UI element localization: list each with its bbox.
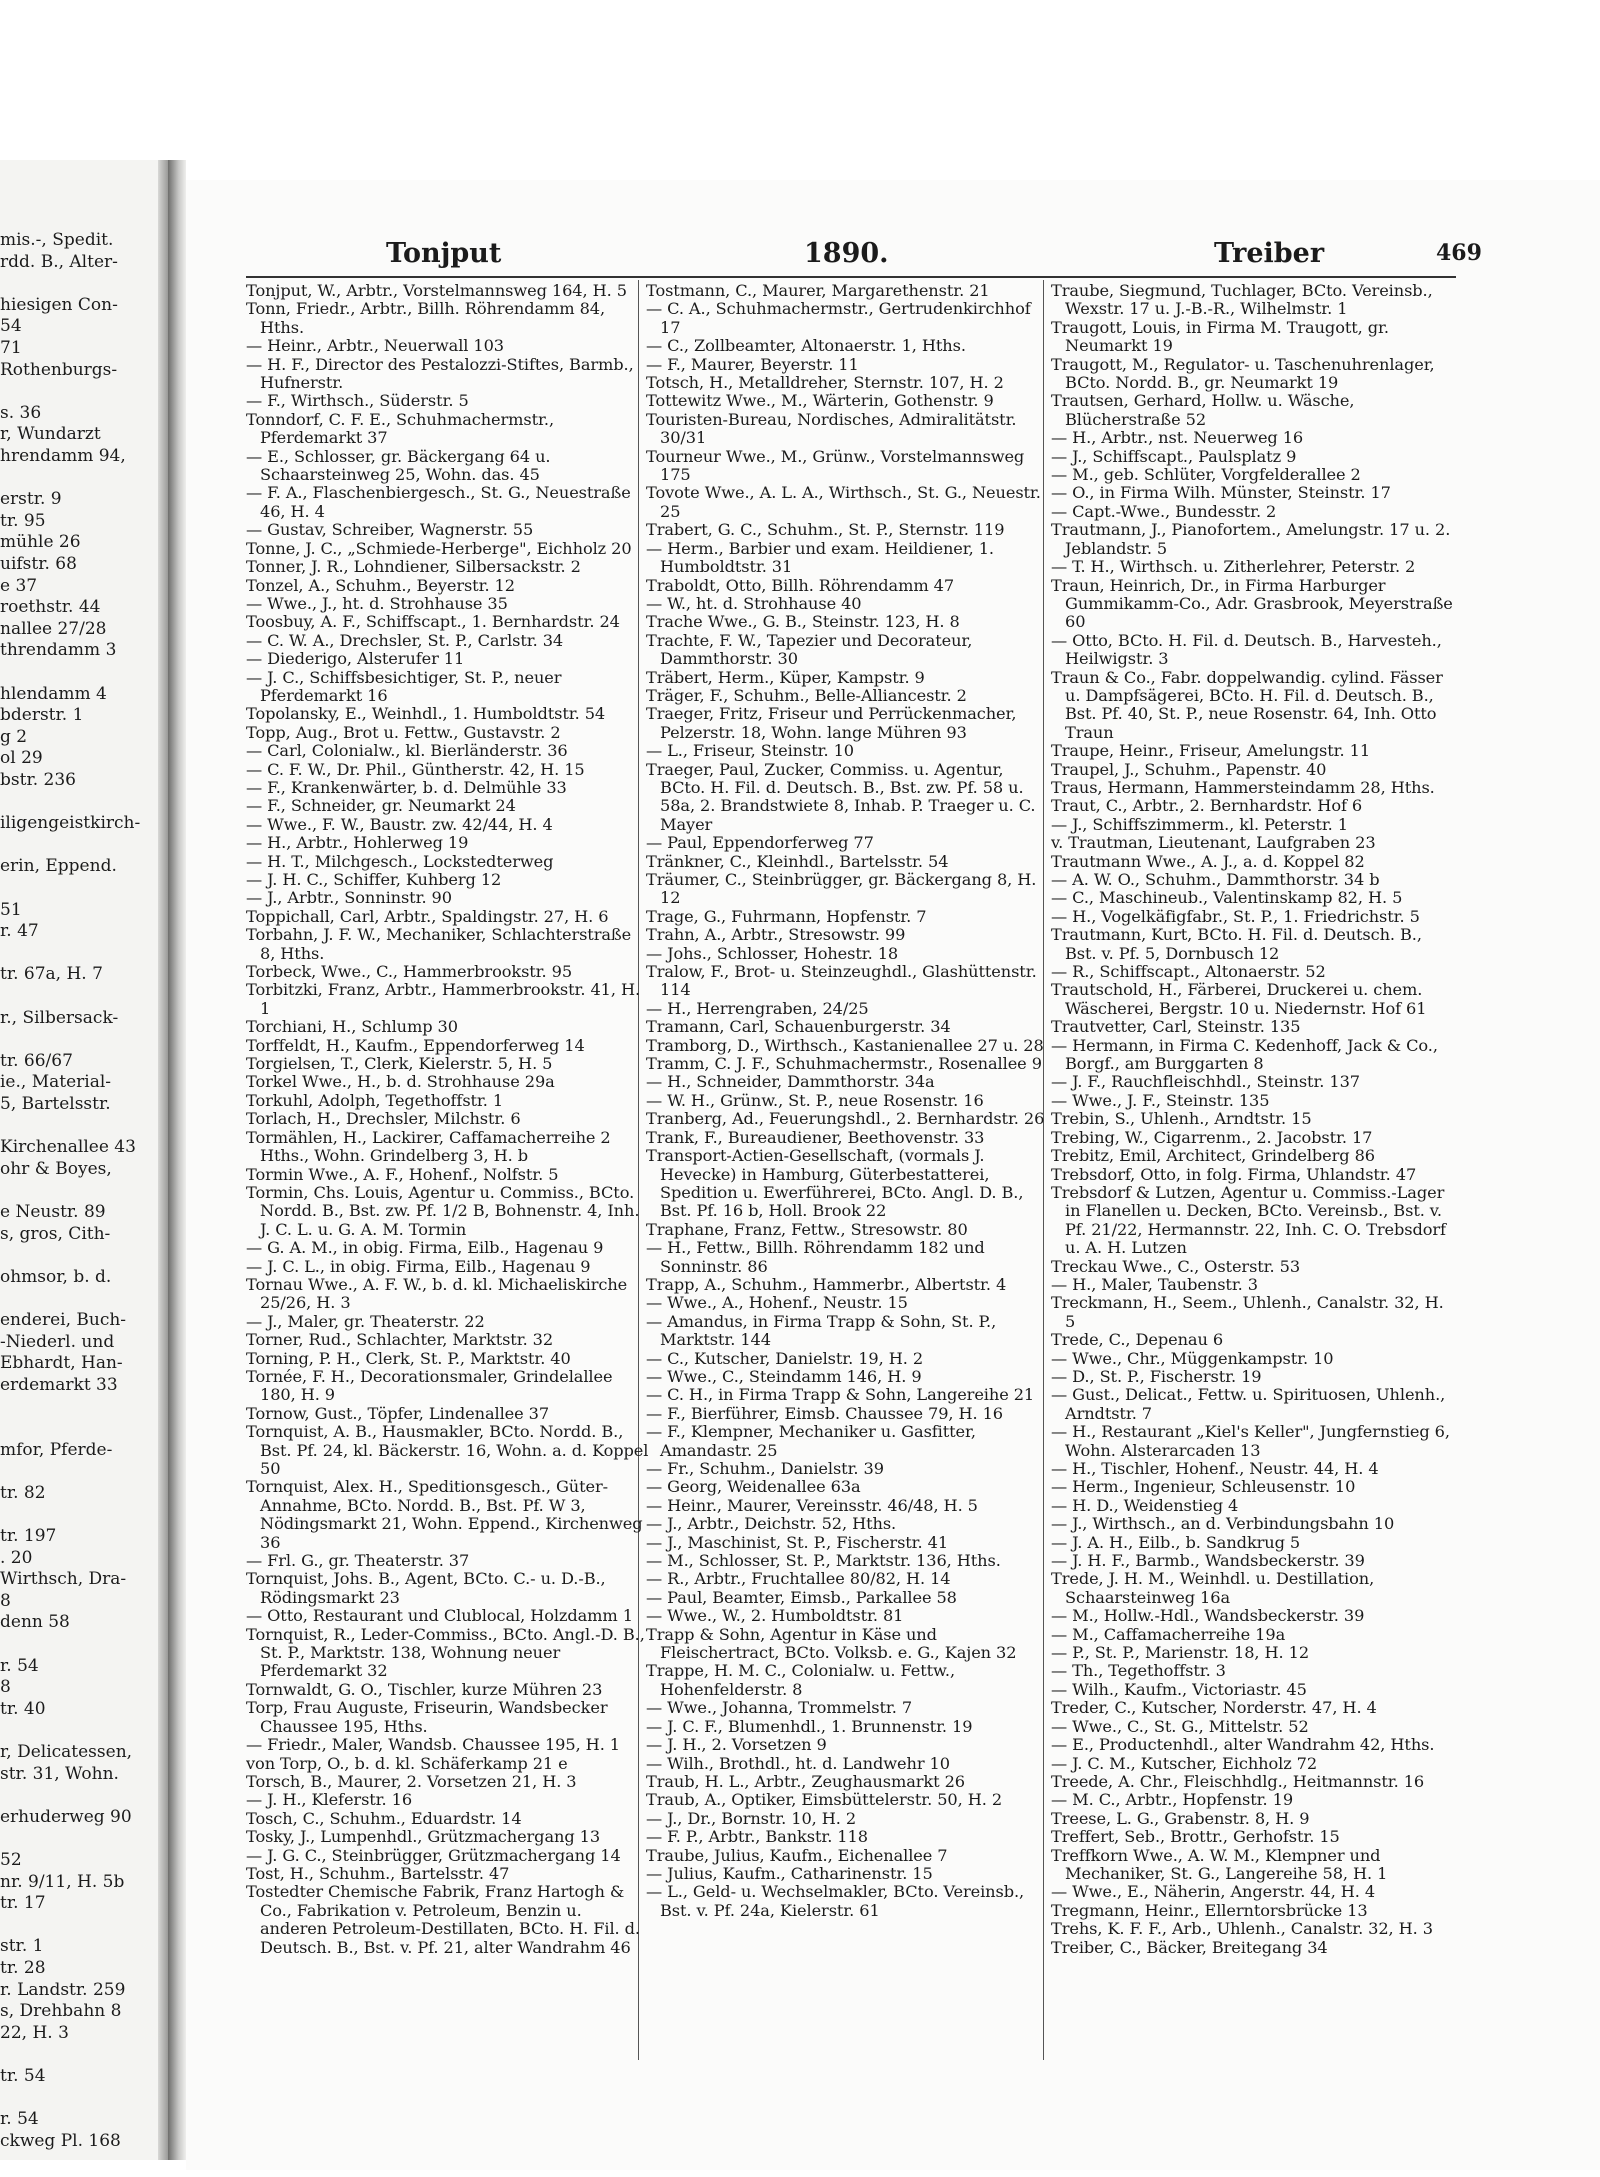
directory-entry: Traun, Heinrich, Dr., in Firma Harburger Gummikamm-Co., Adr. Grasbrook, Meyerstraße 60 (1051, 575, 1453, 632)
directory-entry: — J., Schiffszimmerm., kl. Peterstr. 1 (1051, 814, 1348, 834)
directory-entry: Traeger, Fritz, Friseur und Perrückenmacher, Pelzerstr. 18, Wohn. lange Mühren 93 (646, 704, 1017, 742)
left-page-line: tr. 54 (0, 2066, 46, 2086)
left-page-line: Kirchenallee 43 (0, 1137, 136, 1158)
directory-entry: — P., St. P., Marienstr. 18, H. 12 (1051, 1643, 1310, 1663)
directory-entry: Tonjput, W., Arbtr., Vorstelmannsweg 164, H. 5 (246, 282, 627, 300)
directory-entry: — Carl, Colonialw., kl. Bierländerstr. 36 (246, 741, 568, 761)
directory-entry: — F., Klempner, Mechaniker u. Gasfitter, Amandastr. 25 (646, 1422, 976, 1460)
directory-entry: Tormählen, H., Lackirer, Caffamacherreihe 2 Hths., Wohn. Grindelberg 3, H. b (246, 1127, 611, 1166)
left-page-gutter-shadow (158, 160, 168, 2160)
left-page-line: tr. 95 (0, 510, 46, 531)
directory-entry: Tostedter Chemische Fabrik, Franz Hartogh & Co., Fabrikation v. Petroleum, Benzin u. anderen Petroleum-Destillaten, BCto. H. Fil. d. Deutsch. B., Bst. v. Pf. 21, alter Wandrahm 46 (246, 1882, 640, 1957)
directory-entry: — J. H., 2. Vorsetzen 9 (646, 1735, 827, 1755)
directory-entry: Träbert, Herm., Küper, Kampstr. 9 (646, 667, 925, 687)
directory-entry: Toosbuy, A. F., Schiffscapt., 1. Bernhardstr. 24 (246, 612, 620, 632)
left-page-line: tr. 17 (0, 1893, 46, 1914)
left-page-line: r., Silbersack- (0, 1007, 119, 1028)
directory-entry: Traun & Co., Fabr. doppelwandig. cylind. Fässer u. Dampfsägerei, BCto. H. Fil. d. Deutsch. B., Bst. Pf. 40, St. P., neue Rosenstr. 64, Inh. Otto Traun (1051, 667, 1443, 742)
directory-entry: — Wwe., J., ht. d. Strohhause 35 (246, 593, 508, 613)
left-page-line: Wirthsch, Dra- (0, 1569, 127, 1590)
left-page-line: 8 (0, 1590, 11, 1611)
directory-entry: Tornée, F. H., Decorationsmaler, Grindelallee 180, H. 9 (246, 1366, 613, 1405)
left-page-line: tr. 66/67 (0, 1050, 73, 1071)
directory-entry: Traeger, Paul, Zucker, Commiss. u. Agentur, BCto. H. Fil. d. Deutsch. B., Bst. zw. Pf. 58 u. 58a, 2. Brandstwiete 8, Inhab. P. Traeger u. C. Mayer (646, 759, 1036, 834)
directory-entry: Treffkorn Wwe., A. W. M., Klempner und Mechaniker, St. G., Langereihe 58, H. 1 (1051, 1845, 1388, 1883)
directory-entry: Torsch, B., Maurer, 2. Vorsetzen 21, H. 3 (246, 1771, 577, 1791)
left-page-line: g 2 (0, 726, 28, 747)
directory-entry: — J. H. C., Schiffer, Kuhberg 12 (246, 870, 502, 889)
header-rule (246, 276, 1456, 278)
directory-entry: Tornquist, R., Leder-Commiss., BCto. Angl.-D. B., St. P., Marktstr. 138, Wohnung neuer Pferdemarkt 32 (246, 1624, 645, 1681)
left-page-line: ckweg Pl. 168 (0, 2130, 121, 2151)
directory-entry: Traupel, J., Schuhm., Papenstr. 40 (1051, 759, 1327, 779)
directory-entry: — F., Maurer, Beyerstr. 11 (646, 354, 859, 374)
left-page-fragment (0, 160, 168, 2160)
directory-entry: — J. C. F., Blumenhdl., 1. Brunnenstr. 19 (646, 1716, 973, 1736)
left-page-line: 54 (0, 316, 22, 337)
directory-entry: Trautvetter, Carl, Steinstr. 135 (1051, 1017, 1301, 1037)
directory-entry: — M., Schlosser, St. P., Marktstr. 136, Hths. (646, 1551, 1001, 1571)
directory-entry: Trachte, F. W., Tapezier und Decorateur, Dammthorstr. 30 (646, 630, 973, 669)
directory-entry: Traugott, Louis, in Firma M. Traugott, gr. Neumarkt 19 (1051, 317, 1389, 356)
directory-entry: — J. G. C., Steinbrügger, Grützmachergang 14 (246, 1845, 621, 1865)
directory-entry: Trabert, G. C., Schuhm., St. P., Sternstr. 119 (646, 520, 1005, 540)
directory-entry: Trache Wwe., G. B., Steinstr. 123, H. 8 (646, 612, 960, 632)
directory-entry: — Heinr., Maurer, Vereinsstr. 46/48, H. 5 (646, 1495, 978, 1515)
directory-entry: Torner, Rud., Schlachter, Marktstr. 32 (246, 1330, 554, 1350)
column-3 (1051, 282, 1456, 2072)
directory-entry: — Johs., Schlosser, Hohestr. 18 (646, 943, 899, 963)
left-page-line: s. 36 (0, 402, 42, 423)
directory-entry: Traub, A., Optiker, Eimsbüttelerstr. 50, H. 2 (646, 1790, 1003, 1810)
left-page-line: roethstr. 44 (0, 597, 101, 618)
directory-entry: — W. H., Grünw., St. P., neue Rosenstr. 16 (646, 1090, 984, 1110)
left-page-line: erhuderweg 90 (0, 1806, 132, 1827)
left-page-line: tr. 67a, H. 7 (0, 964, 103, 985)
directory-entry: — H., Restaurant „Kiel's Keller", Jungfernstieg 6, Wohn. Alsterarcaden 13 (1051, 1422, 1450, 1460)
directory-entry: — Georg, Weidenallee 63a (646, 1477, 861, 1497)
directory-entry: — C. F. W., Dr. Phil., Güntherstr. 42, H. 15 (246, 759, 585, 779)
left-page-line: ohmsor, b. d. (0, 1266, 112, 1287)
directory-entry: — Heinr., Arbtr., Neuerwall 103 (246, 336, 505, 356)
directory-entry: Torkuhl, Adolph, Tegethoffstr. 1 (246, 1090, 504, 1110)
directory-entry: Trede, J. H. M., Weinhdl. u. Destillation, Schaarsteinweg 16a (1051, 1569, 1375, 1607)
directory-entry: Tonner, J. R., Lohndiener, Silbersackstr. 2 (246, 557, 581, 577)
directory-entry: — Friedr., Maler, Wandsb. Chaussee 195, H. 1 (246, 1735, 620, 1755)
left-page-line: hlendamm 4 (0, 683, 107, 704)
directory-entry: — J., Maschinist, St. P., Fischerstr. 41 (646, 1532, 949, 1552)
directory-entry: — Capt.-Wwe., Bundesstr. 2 (1051, 501, 1277, 521)
directory-entry: Tost, H., Schuhm., Bartelsstr. 47 (246, 1863, 510, 1883)
left-page-line: e 37 (0, 575, 38, 596)
directory-entry: — C., Kutscher, Danielstr. 19, H. 2 (646, 1348, 924, 1368)
directory-entry: — F., Bierführer, Eimsb. Chaussee 79, H. 16 (646, 1403, 1003, 1423)
directory-entry: — C. H., in Firma Trapp & Sohn, Langereihe 21 (646, 1385, 1035, 1405)
directory-entry: Torffeldt, H., Kaufm., Eppendorferweg 14 (246, 1035, 585, 1055)
directory-entry: Tormin Wwe., A. F., Hohenf., Nolfstr. 5 (246, 1164, 559, 1184)
directory-entry: — Wilh., Kaufm., Victoriastr. 45 (1051, 1679, 1307, 1699)
directory-entry: Topolansky, E., Weinhdl., 1. Humboldtstr. 54 (246, 704, 606, 724)
directory-entry: v. Trautman, Lieutenant, Laufgraben 23 (1051, 833, 1376, 853)
directory-entry: Tosky, J., Lumpenhdl., Grützmachergang 13 (246, 1827, 601, 1847)
directory-entry: — Wwe., Johanna, Trommelstr. 7 (646, 1698, 913, 1718)
directory-entry: — J., Schiffscapt., Paulsplatz 9 (1051, 446, 1297, 466)
directory-entry: Tornquist, A. B., Hausmakler, BCto. Nordd. B., Bst. Pf. 24, kl. Bäckerstr. 16, Wohn. a. d. Koppel 50 (246, 1422, 649, 1478)
directory-entry: — Otto, Restaurant und Clublocal, Holzdamm 1 (246, 1606, 633, 1626)
directory-entry: — C. W. A., Drechsler, St. P., Carlstr. 34 (246, 630, 564, 650)
directory-entry: Tormin, Chs. Louis, Agentur u. Commiss., BCto. Nordd. B., Bst. zw. Pf. 1/2 B, Bohnenstr. 4, Inh. J. C. L. u. G. A. M. Tormin (246, 1182, 640, 1239)
directory-entry: — J. H., Kleferstr. 16 (246, 1790, 413, 1810)
directory-entry: — H., Maler, Taubenstr. 3 (1051, 1274, 1258, 1294)
directory-entry: — H. T., Milchgesch., Lockstedterweg (246, 851, 554, 871)
directory-entry: Trank, F., Bureaudiener, Beethovenstr. 33 (646, 1127, 985, 1147)
directory-entry: Tränkner, C., Kleinhdl., Bartelsstr. 54 (646, 851, 949, 871)
left-page-line: threndamm 3 (0, 640, 117, 661)
left-page-line: nr. 9/11, H. 5b (0, 1871, 125, 1892)
directory-entry: — J. C. M., Kutscher, Eichholz 72 (1051, 1753, 1318, 1773)
directory-entry: Tralow, F., Brot- u. Steinzeughdl., Glashüttenstr. 114 (646, 962, 1037, 1000)
directory-entry: Tonndorf, C. F. E., Schuhmachermstr., Pferdemarkt 37 (246, 409, 554, 448)
directory-entry: — Wwe., F. W., Baustr. zw. 42/44, H. 4 (246, 814, 553, 834)
left-page-line: mis.-, Spedit. (0, 230, 114, 250)
left-page-line: hrendamm 94, (0, 446, 126, 466)
directory-entry: — J. C. L., in obig. Firma, Eilb., Hagenau 9 (246, 1256, 591, 1276)
header-right-word: Treiber (1214, 238, 1325, 269)
directory-entry: — Wwe., Chr., Müggenkampstr. 10 (1051, 1348, 1334, 1368)
directory-entry: — Wwe., C., St. G., Mittelstr. 52 (1051, 1716, 1309, 1736)
left-page-line: r, Delicatessen, (0, 1742, 133, 1762)
directory-entry: — Wwe., E., Näherin, Angerstr. 44, H. 4 (1051, 1882, 1376, 1902)
directory-entry: Tranberg, Ad., Feuerungshdl., 2. Bernhardstr. 26 (646, 1109, 1045, 1129)
left-page-line: . 20 (0, 1547, 33, 1568)
directory-entry: — J. A. H., Eilb., b. Sandkrug 5 (1051, 1532, 1301, 1552)
left-page-line: s, Drehbahn 8 (0, 2001, 122, 2022)
left-page-line: r. 47 (0, 921, 39, 942)
left-page-line: 22, H. 3 (0, 2022, 69, 2043)
left-page-line: -Niederl. und (0, 1331, 115, 1352)
directory-entry: — F. A., Flaschenbiergesch., St. G., Neuestraße 46, H. 4 (246, 483, 631, 521)
directory-entry: — C., Maschineub., Valentinskamp 82, H. 5 (1051, 888, 1403, 908)
header-year: 1890. (804, 238, 889, 269)
directory-entry: Treese, L. G., Grabenstr. 8, H. 9 (1051, 1808, 1310, 1828)
directory-entry: Tostmann, C., Maurer, Margarethenstr. 21 (646, 282, 990, 300)
directory-entry: — Fr., Schuhm., Danielstr. 39 (646, 1459, 884, 1478)
left-page-line: 71 (0, 338, 22, 358)
left-page-line: uifstr. 68 (0, 554, 77, 574)
directory-entry: Trappe, H. M. C., Colonialw. u. Fettw., Hohenfelderstr. 8 (646, 1661, 955, 1699)
directory-entry: Tourneur Wwe., M., Grünw., Vorstelmannsweg 175 (646, 446, 1025, 485)
directory-entry: — Herm., Barbier und exam. Heildiener, 1. Humboldtstr. 31 (646, 538, 994, 577)
directory-entry: — E., Productenhdl., alter Wandrahm 42, Hths. (1051, 1735, 1435, 1755)
directory-entry: — H., Arbtr., nst. Neuerweg 16 (1051, 428, 1304, 448)
left-page-line: iligengeistkirch- (0, 813, 141, 834)
directory-entry: — Gustav, Schreiber, Wagnerstr. 55 (246, 520, 534, 540)
directory-entry: — M. C., Arbtr., Hopfenstr. 19 (1051, 1790, 1294, 1810)
directory-entry: — Th., Tegethoffstr. 3 (1051, 1661, 1226, 1681)
directory-entry: — H., Herrengraben, 24/25 (646, 998, 869, 1018)
left-page-line: ol 29 (0, 748, 43, 769)
directory-entry: — F., Wirthsch., Süderstr. 5 (246, 391, 469, 411)
directory-entry: Tonne, J. C., „Schmiede-Herberge", Eichholz 20 (246, 538, 632, 558)
left-page-line: r, Wundarzt (0, 424, 101, 445)
directory-entry: Torning, P. H., Clerk, St. P., Marktstr. 40 (246, 1348, 571, 1368)
directory-entry: — H. F., Director des Pestalozzi-Stiftes, Barmb., Hufnerstr. (246, 354, 634, 393)
directory-entry: Trautsen, Gerhard, Hollw. u. Wäsche, Blücherstraße 52 (1051, 391, 1355, 429)
left-page-line: denn 58 (0, 1612, 70, 1633)
directory-entry: — M., Hollw.-Hdl., Wandsbeckerstr. 39 (1051, 1606, 1365, 1626)
directory-entry: Traphane, Franz, Fettw., Stresowstr. 80 (646, 1219, 968, 1239)
directory-entry: — J., Maler, gr. Theaterstr. 22 (246, 1311, 485, 1331)
left-page-line: rdd. B., Alter- (0, 251, 118, 272)
directory-entry: Traus, Hermann, Hammersteindamm 28, Hths. (1051, 777, 1435, 797)
page-header (186, 238, 1600, 272)
directory-entry: Toppichall, Carl, Arbtr., Spaldingstr. 27, H. 6 (246, 906, 609, 926)
left-page-line: erstr. 9 (0, 489, 62, 510)
directory-entry: Tottewitz Wwe., M., Wärterin, Gothenstr. 9 (646, 391, 994, 411)
left-page-line: e Neustr. 89 (0, 1202, 106, 1222)
directory-entry: — R., Schiffscapt., Altonaerstr. 52 (1051, 962, 1326, 982)
directory-entry: Trahn, A., Arbtr., Stresowstr. 99 (646, 925, 906, 945)
directory-entry: — J., Wirthsch., an d. Verbindungsbahn 10 (1051, 1514, 1395, 1534)
directory-entry: — Wwe., A., Hohenf., Neustr. 15 (646, 1293, 908, 1313)
directory-entry: — L., Geld- u. Wechselmakler, BCto. Vereinsb., Bst. v. Pf. 24a, Kielerstr. 61 (646, 1882, 1025, 1920)
directory-entry: Treckmann, H., Seem., Uhlenh., Canalstr. 32, H. 5 (1051, 1293, 1444, 1331)
directory-entry: Touristen-Bureau, Nordisches, Admiralitätstr. 30/31 (646, 409, 1017, 448)
directory-entry: — Gust., Delicat., Fettw. u. Spirituosen, Uhlenh., Arndtstr. 7 (1051, 1385, 1446, 1423)
directory-entry: Torbeck, Wwe., C., Hammerbrookstr. 95 (246, 962, 573, 982)
directory-entry: — Paul, Eppendorferweg 77 (646, 833, 874, 853)
directory-entry: — Wwe., W., 2. Humboldtstr. 81 (646, 1606, 904, 1626)
left-page-line: ohr & Boyes, (0, 1158, 112, 1179)
directory-entry: Tornquist, Alex. H., Speditionsgesch., Güter-Annahme, BCto. Nordd. B., Bst. Pf. W 3, Nödingsmarkt 21, Wohn. Eppend., Kirchenweg 36 (246, 1477, 643, 1552)
left-page-line: Rothenburgs- (0, 359, 118, 380)
directory-entry: Tovote Wwe., A. L. A., Wirthsch., St. G., Neuestr. 25 (646, 483, 1041, 521)
directory-entry: — Hermann, in Firma C. Kedenhoff, Jack & Co., Borgf., am Burggarten 8 (1051, 1035, 1438, 1074)
directory-entry: — L., Friseur, Steinstr. 10 (646, 741, 854, 761)
directory-entry: Torlach, H., Drechsler, Milchstr. 6 (246, 1109, 521, 1129)
directory-entry: Traube, Siegmund, Tuchlager, BCto. Vereinsb., Wexstr. 17 u. J.-B.-R., Wilhelmstr. 1 (1051, 282, 1433, 319)
directory-entry: — R., Arbtr., Fruchtallee 80/82, H. 14 (646, 1569, 951, 1589)
directory-entry: Tramborg, D., Wirthsch., Kastanienallee 27 u. 28 (646, 1035, 1044, 1055)
directory-entry: Trapp & Sohn, Agentur in Käse und Fleischertract, BCto. Volksb. e. G., Kajen 32 (646, 1624, 1017, 1663)
left-page-line: str. 31, Wohn. (0, 1763, 119, 1784)
directory-entry: Tornau Wwe., A. F. W., b. d. kl. Michaeliskirche 25/26, H. 3 (246, 1274, 628, 1313)
directory-entry: Traupe, Heinr., Friseur, Amelungstr. 11 (1051, 741, 1371, 761)
directory-entry: Traboldt, Otto, Billh. Röhrendamm 47 (646, 575, 955, 595)
directory-entry: Treffert, Seb., Brottr., Gerhofstr. 15 (1051, 1827, 1340, 1847)
left-page-line: tr. 28 (0, 1958, 46, 1978)
left-page-line: erdemarkt 33 (0, 1374, 118, 1395)
directory-entry: Tosch, C., Schuhm., Eduardstr. 14 (246, 1808, 522, 1828)
directory-entry: — Wwe., J. F., Steinstr. 135 (1051, 1090, 1270, 1110)
directory-entry: — W., ht. d. Strohhause 40 (646, 593, 862, 613)
directory-entry: — J., Dr., Bornstr. 10, H. 2 (646, 1808, 857, 1828)
directory-entry: Traugott, M., Regulator- u. Taschenuhrenlager, BCto. Nordd. B., gr. Neumarkt 19 (1051, 354, 1435, 393)
left-page-line: 5, Bartelsstr. (0, 1094, 111, 1114)
left-page-line: tr. 82 (0, 1482, 46, 1503)
directory-entry: Trautmann Wwe., A. J., a. d. Koppel 82 (1051, 851, 1365, 871)
left-page-line: tr. 40 (0, 1698, 46, 1719)
directory-entry: — D., St. P., Fischerstr. 19 (1051, 1366, 1262, 1386)
directory-entry: Trapp, A., Schuhm., Hammerbr., Albertstr. 4 (646, 1274, 1007, 1294)
left-page-line: str. 1 (0, 1936, 44, 1957)
directory-entry: — C. A., Schuhmachermstr., Gertrudenkirchhof 17 (646, 299, 1031, 337)
directory-entry: Torp, Frau Auguste, Friseurin, Wandsbecker Chaussee 195, Hths. (246, 1698, 608, 1736)
directory-entry: — J. H. F., Barmb., Wandsbeckerstr. 39 (1051, 1551, 1365, 1571)
column-2 (646, 282, 1051, 2072)
directory-entry: Trebing, W., Cigarrenm., 2. Jacobstr. 17 (1051, 1127, 1373, 1147)
directory-entry: Träumer, C., Steinbrügger, gr. Bäckergang 8, H. 12 (646, 870, 1037, 908)
directory-entry: — G. A. M., in obig. Firma, Eilb., Hagenau 9 (246, 1238, 604, 1258)
directory-entry: Trebsdorf, Otto, in folg. Firma, Uhlandstr. 47 (1051, 1164, 1417, 1184)
directory-entry: — A. W. O., Schuhm., Dammthorstr. 34 b (1051, 870, 1380, 889)
directory-entry: Tregmann, Heinr., Ellerntorsbrücke 13 (1051, 1900, 1368, 1920)
directory-entry: Trautschold, H., Färberei, Druckerei u. chem. Wäscherei, Bergstr. 10 u. Niedernstr. Hof 61 (1051, 980, 1427, 1018)
directory-entry: Trede, C., Depenau 6 (1051, 1330, 1224, 1350)
left-page-line: tr. 197 (0, 1526, 57, 1546)
directory-entry: — E., Schlosser, gr. Bäckergang 64 u. Schaarsteinweg 25, Wohn. das. 45 (246, 446, 551, 485)
left-page-line: mfor, Pferde- (0, 1439, 113, 1460)
left-page-line: hiesigen Con- (0, 294, 118, 315)
directory-entry: — H., Schneider, Dammthorstr. 34a (646, 1072, 935, 1092)
directory-entry: — H., Arbtr., Hohlerweg 19 (246, 833, 469, 853)
directory-entry: — Amandus, in Firma Trapp & Sohn, St. P., Marktstr. 144 (646, 1311, 997, 1350)
directory-page (186, 180, 1600, 2170)
directory-entry: — Wilh., Brothdl., ht. d. Landwehr 10 (646, 1753, 950, 1773)
left-page-line: r. 54 (0, 2109, 39, 2130)
header-left-word: Tonjput (386, 238, 502, 269)
directory-entry: Trautmann, J., Pianofortem., Amelungstr. 17 u. 2. Jeblandstr. 5 (1051, 520, 1451, 558)
directory-entry: Trage, G., Fuhrmann, Hopfenstr. 7 (646, 906, 927, 926)
directory-entry: Trebsdorf & Lutzen, Agentur u. Commiss.-Lager in Flanellen u. Decken, BCto. Vereinsb., Bst. v. Pf. 21/22, Hermannstr. 22, Inh. C. O. Trebsdorf u. A. H. Lutzen (1051, 1182, 1446, 1258)
directory-entry: Trebitz, Emil, Architect, Grindelberg 86 (1051, 1146, 1376, 1166)
directory-entry: — H., Vogelkäfigfabr., St. P., 1. Friedrichstr. 5 (1051, 906, 1420, 926)
directory-entry: Treder, C., Kutscher, Norderstr. 47, H. 4 (1051, 1698, 1377, 1718)
directory-entry: — Herm., Ingenieur, Schleusenstr. 10 (1051, 1477, 1356, 1497)
directory-entry: Torchiani, H., Schlump 30 (246, 1017, 458, 1037)
directory-entry: — M., Caffamacherreihe 19a (1051, 1624, 1286, 1644)
left-page-line: r. Landstr. 259 (0, 1979, 126, 2000)
column-1 (246, 282, 651, 2072)
directory-entry: Topp, Aug., Brot u. Fettw., Gustavstr. 2 (246, 722, 561, 742)
directory-entry: Treede, A. Chr., Fleischhdlg., Heitmannstr. 16 (1051, 1771, 1425, 1791)
directory-entry: — F., Schneider, gr. Neumarkt 24 (246, 796, 516, 816)
left-page-line: enderei, Buch- (0, 1310, 127, 1330)
directory-entry: — Diederigo, Alsterufer 11 (246, 649, 465, 669)
left-page-line: erin, Eppend. (0, 856, 117, 877)
directory-entry: Traub, H. L., Arbtr., Zeughausmarkt 26 (646, 1771, 965, 1791)
directory-entry: Tonn, Friedr., Arbtr., Billh. Röhrendamm 84, Hths. (246, 299, 606, 337)
left-page-line: 8 (0, 1677, 11, 1698)
directory-entry: — H., Tischler, Hohenf., Neustr. 44, H. 4 (1051, 1459, 1379, 1478)
directory-entry: Traube, Julius, Kaufm., Eichenallee 7 (646, 1845, 948, 1865)
directory-entry: Treiber, C., Bäcker, Breitegang 34 (1051, 1937, 1328, 1957)
directory-entry: — Otto, BCto. H. Fil. d. Deutsch. B., Harvesteh., Heilwigstr. 3 (1051, 630, 1442, 669)
directory-entry: Treckau Wwe., C., Osterstr. 53 (1051, 1256, 1301, 1276)
directory-entry: — M., geb. Schlüter, Vorgfelderallee 2 (1051, 465, 1361, 485)
directory-entry: — Julius, Kaufm., Catharinenstr. 15 (646, 1863, 933, 1883)
directory-entry: — F. P., Arbtr., Bankstr. 118 (646, 1827, 868, 1847)
directory-entry: Tornwaldt, G. O., Tischler, kurze Mühren 23 (246, 1679, 603, 1699)
left-page-line: mühle 26 (0, 532, 81, 553)
directory-entry: — J., Arbtr., Sonninstr. 90 (246, 888, 452, 908)
directory-entry: Trebin, S., Uhlenh., Arndtstr. 15 (1051, 1109, 1312, 1129)
directory-entry: — J., Arbtr., Deichstr. 52, Hths. (646, 1514, 897, 1534)
directory-entry: Traut, C., Arbtr., 2. Bernhardstr. Hof 6 (1051, 796, 1363, 816)
left-page-line: 51 (0, 899, 22, 920)
directory-entry: — J. C., Schiffsbesichtiger, St. P., neuer Pferdemarkt 16 (246, 667, 562, 705)
directory-entry: Träger, F., Schuhm., Belle-Alliancestr. 2 (646, 685, 967, 705)
directory-entry: Transport-Actien-Gesellschaft, (vormals J. Hevecke) in Hamburg, Güterbestatterei, Spedition u. Ewerführerei, BCto. Angl. D. B., Bst. Pf. 16 b, Holl. Brook 22 (646, 1146, 1024, 1221)
directory-entry: — H., Fettw., Billh. Röhrendamm 182 und Sonninstr. 86 (646, 1238, 985, 1276)
directory-entry: — Paul, Beamter, Eimsb., Parkallee 58 (646, 1587, 957, 1607)
directory-entry: — H. D., Weidenstieg 4 (1051, 1495, 1239, 1515)
left-page-line: s, gros, Cith- (0, 1223, 111, 1244)
directory-entry: Trautmann, Kurt, BCto. H. Fil. d. Deutsch. B., Bst. v. Pf. 5, Dornbusch 12 (1051, 925, 1422, 963)
book-binding (168, 160, 186, 2160)
left-page-line: ie., Material- (0, 1072, 112, 1093)
left-page-line: bderstr. 1 (0, 705, 84, 726)
directory-entry: Tornquist, Johs. B., Agent, BCto. C.- u. D.-B., Rödingsmarkt 23 (246, 1569, 606, 1607)
directory-entry: Torbitzki, Franz, Arbtr., Hammerbrookstr. 41, H. 1 (246, 980, 641, 1018)
directory-entry: — F., Krankenwärter, b. d. Delmühle 33 (246, 777, 567, 797)
left-page-line: r. 54 (0, 1655, 39, 1676)
directory-entry: — J. F., Rauchfleischhdl., Steinstr. 137 (1051, 1072, 1360, 1092)
directory-entry: Tornow, Gust., Töpfer, Lindenallee 37 (246, 1403, 550, 1423)
left-page-line: bstr. 236 (0, 770, 76, 790)
directory-entry: Torbahn, J. F. W., Mechaniker, Schlachterstraße 8, Hths. (246, 925, 632, 963)
directory-entry: Torgielsen, T., Clerk, Kielerstr. 5, H. 5 (246, 1054, 553, 1074)
directory-entry: Tonzel, A., Schuhm., Beyerstr. 12 (246, 575, 515, 595)
directory-entry: Trehs, K. F. F., Arb., Uhlenh., Canalstr. 32, H. 3 (1051, 1919, 1433, 1939)
directory-entry: — Frl. G., gr. Theaterstr. 37 (246, 1551, 470, 1571)
directory-entry: Totsch, H., Metalldreher, Sternstr. 107, H. 2 (646, 373, 1004, 393)
left-page-line: Ebhardt, Han- (0, 1353, 123, 1374)
directory-entry: von Torp, O., b. d. kl. Schäferkamp 21 e (246, 1753, 568, 1773)
left-page-line: nallee 27/28 (0, 618, 107, 639)
directory-entry: Tramm, C. J. F., Schuhmachermstr., Rosenallee 9 (646, 1054, 1042, 1074)
left-page-line: 52 (0, 1850, 22, 1870)
directory-entry: — Wwe., C., Steindamm 146, H. 9 (646, 1366, 922, 1386)
directory-entry: — O., in Firma Wilh. Münster, Steinstr. 17 (1051, 483, 1391, 503)
directory-entry: — T. H., Wirthsch. u. Zitherlehrer, Peterstr. 2 (1051, 557, 1416, 577)
directory-entry: — C., Zollbeamter, Altonaerstr. 1, Hths. (646, 336, 966, 356)
directory-entry: Tramann, Carl, Schauenburgerstr. 34 (646, 1017, 951, 1037)
directory-entry: Torkel Wwe., H., b. d. Strohhause 29a (246, 1072, 555, 1092)
page-number: 469 (1436, 240, 1482, 266)
